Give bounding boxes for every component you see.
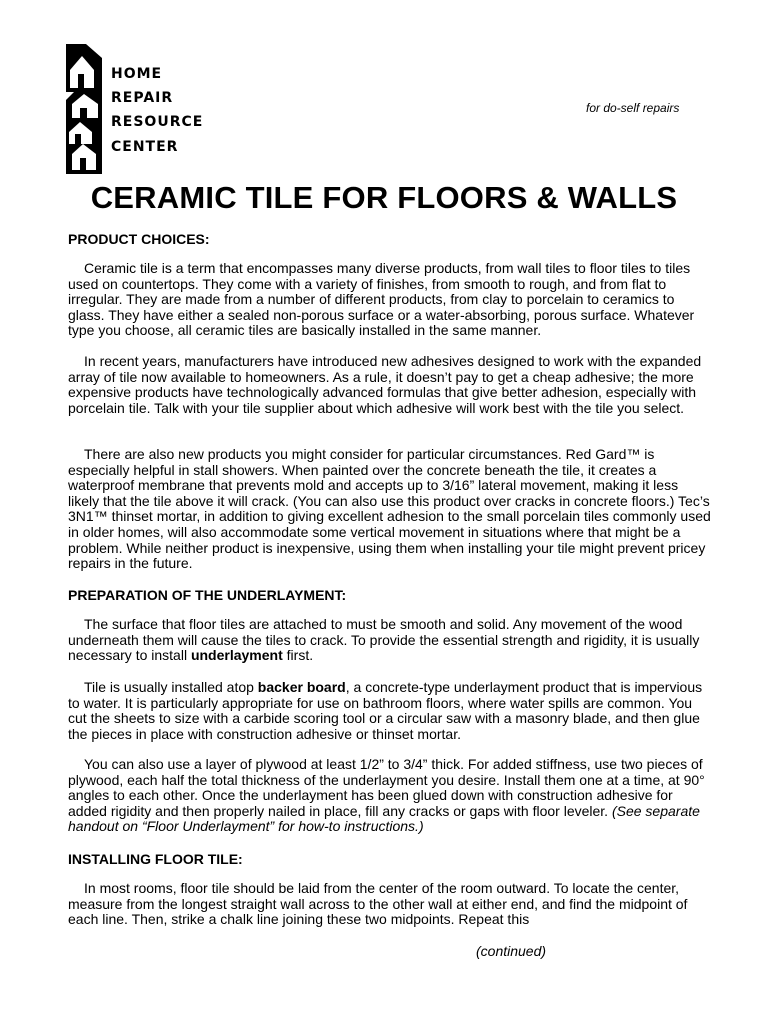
paragraph: There are also new products you might consider for particular circumstances. Red Gard™ is especially helpful in stall showers. When painted over the concrete beneath the tile, it creates a waterproof membrane that prevents mold and accepts up to 3/16” lateral movement, making it less likely that the tile above it will crack. (You can also use this product over cracks in concrete floors.) Tec’s 3N1™ thinset mortar, in addition to giving excellent adhesion to the small porcelain tiles commonly used in older homes, will also accommodate some vertical movement in situations where that might be a problem. While neither product is inexpensive, using them when installing your tile might prevent pricey repairs in the future. [68,446,711,572]
text-run: , a concrete-type underlayment product that is impervious to water. It is particularly appropriate for use on bathroom floors, where water spills are common. You cut the sheets to size with a carbide scoring tool or a circular saw with a masonry blade, and then glue the pieces in place with construction adhesive or thinset mortar. [68,679,703,742]
logo-text-home: HOME [111,66,163,82]
logo-text-repair: REPAIR [111,90,174,106]
page-title: CERAMIC TILE FOR FLOORS & WALLS [90,180,678,215]
text-run: first. [282,647,314,664]
paragraph [68,757,712,835]
italic-note: (See separate handout on “Floor Underlayment” for how-to instructions.) [68,802,700,835]
section-product-choices [68,261,712,339]
section-underlayment-3 [68,757,712,835]
section-underlayment-2 [68,680,712,742]
text-run: You can also use a layer of plywood at least 1/2” to 3/4” thick. For added stiffness, use two pieces of plywood, each half the total thickness of the underlayment you desire. Install them one at a time, at 90° angles to each other. Once the underlayment has been glued down with construction adhesive for added rigidity and then properly nailed in place, fill any cracks or gaps with floor leveler. [68,756,705,819]
bold-term: backer board [257,679,346,695]
paragraph [68,617,712,664]
house-stack-icon [66,44,106,174]
section-underlayment-1 [68,617,712,664]
logo-text-center: CENTER [111,139,179,155]
logo [66,44,216,174]
heading-product-choices: PRODUCT CHOICES: [68,231,210,247]
section-product-choices-2 [68,354,712,416]
section-product-choices-3 [68,447,712,572]
tagline: for do-self repairs [586,101,680,115]
paragraph: In recent years, manufacturers have introduced new adhesives designed to work with the expanded array of tile now available to homeowners. As a rule, it doesn’t pay to get a cheap adhesive; the more expensive products have technologically advanced formulas that give better adhesion, especially with porcelain tile. Talk with your tile supplier about which adhesive will work best with the tile you select. [68,353,702,416]
text-run: The surface that floor tiles are attached to must be smooth and solid. Any movement of the wood underneath them will cause the tiles to crack. To provide the essential strength and rigidity, it is usually necessary to install [68,616,700,664]
continued-note: (continued) [476,943,547,959]
paragraph: In most rooms, floor tile should be laid from the center of the room outward. To locate the center, measure from the longest straight wall across to the other wall at either end, and find the midpoint of each line. Then, strike a chalk line joining these two midpoints. Repeat this [68,880,688,928]
section-floor-tile [68,881,712,928]
text-run: Tile is usually installed atop [84,679,258,695]
heading-installing-floor-tile: INSTALLING FLOOR TILE: [68,851,243,867]
paragraph: Ceramic tile is a term that encompasses many diverse products, from wall tiles to floor tiles to tiles used on countertops. They come with a variety of finishes, from smooth to rough, and from flat to irregular. They are made from a number of different products, from clay to porcelain to ceramics to glass. They have either a sealed non-porous surface or a water-absorbing, porous surface. Whatever type you choose, all ceramic tiles are basically installed in the same manner. [68,260,695,339]
heading-underlayment: PREPARATION OF THE UNDERLAYMENT: [68,587,347,603]
bold-term: underlayment [190,647,283,664]
logo-text-resource: RESOURCE [111,114,204,130]
paragraph [68,680,712,742]
